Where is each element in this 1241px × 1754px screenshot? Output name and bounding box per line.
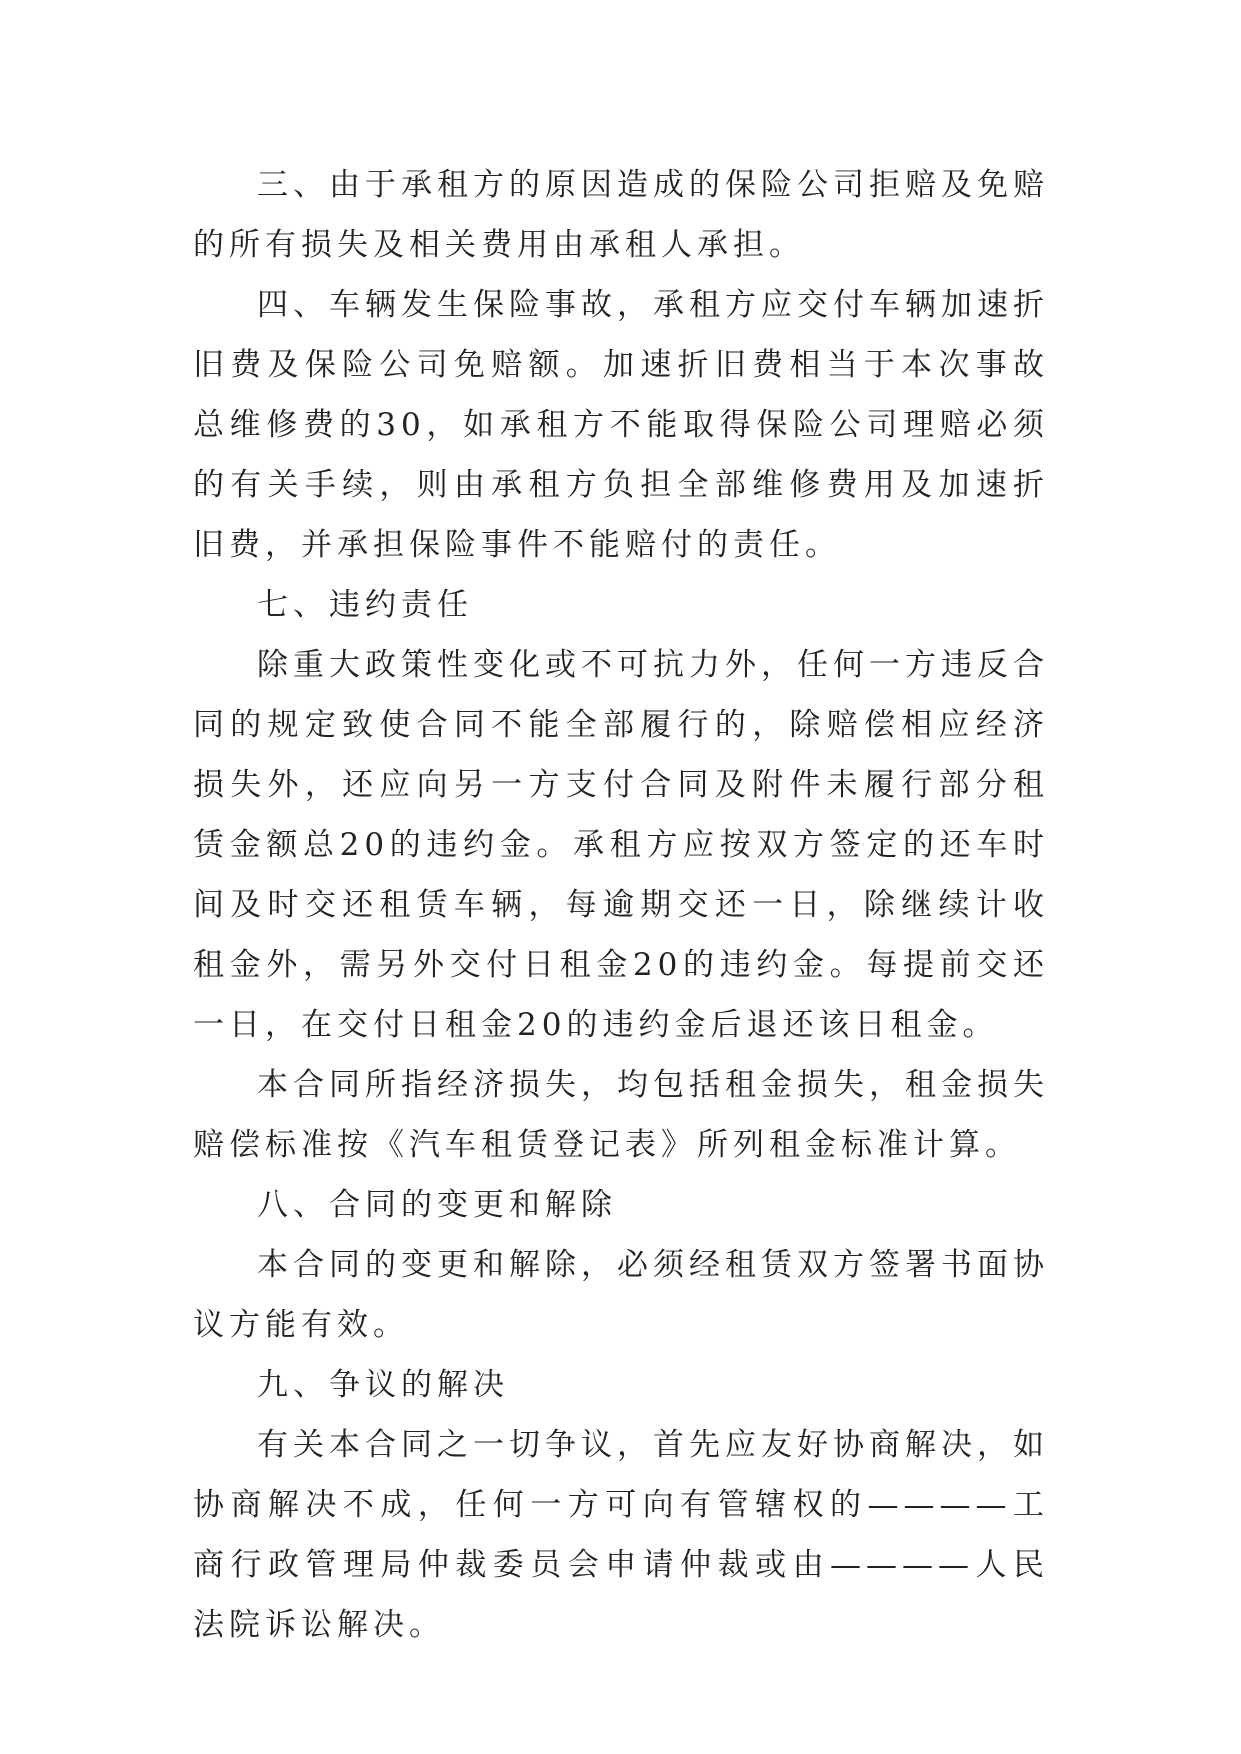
paragraph-insurance-refusal: 三、由于承租方的原因造成的保险公司拒赔及免赔的所有损失及相关费用由承租人承担。 <box>193 167 1049 263</box>
paragraph-economic-loss: 本合同所指经济损失，均包括租金损失，租金损失赔偿标准按《汽车租赁登记表》所列租金标准计算。 <box>193 1067 1049 1163</box>
heading-contract-change: 八、合同的变更和解除 <box>257 1187 617 1223</box>
heading-dispute-resolution: 九、争议的解决 <box>257 1367 509 1403</box>
paragraph-breach-details: 除重大政策性变化或不可抗力外，任何一方违反合同的规定致使合同不能全部履行的，除赔偿相应经济损失外，还应向另一方支付合同及附件未履行部分租赁金额总20的违约金。承租方应按双方签定的还车时间及时交还租赁车辆，每逾期交还一日，除继续计收租金外，需另外交付日租金20的违约金。每提前交还一日，在交付日租金20的违约金后退还该日租金。 <box>193 647 1049 1043</box>
paragraph-contract-change: 本合同的变更和解除，必须经租赁双方签署书面协议方能有效。 <box>193 1247 1049 1343</box>
paragraph-dispute-resolution: 有关本合同之一切争议，首先应友好协商解决，如协商解决不成，任何一方可向有管辖权的————工商行政管理局仲裁委员会申请仲裁或由————人民法院诉讼解决。 <box>193 1427 1049 1643</box>
document-body <box>193 155 1049 1655</box>
paragraph-insurance-accident: 四、车辆发生保险事故，承租方应交付车辆加速折旧费及保险公司免赔额。加速折旧费相当于本次事故总维修费的30，如承租方不能取得保险公司理赔必须的有关手续，则由承租方负担全部维修费用及加速折旧费，并承担保险事件不能赔付的责任。 <box>193 287 1049 563</box>
heading-breach-liability: 七、违约责任 <box>257 587 473 623</box>
